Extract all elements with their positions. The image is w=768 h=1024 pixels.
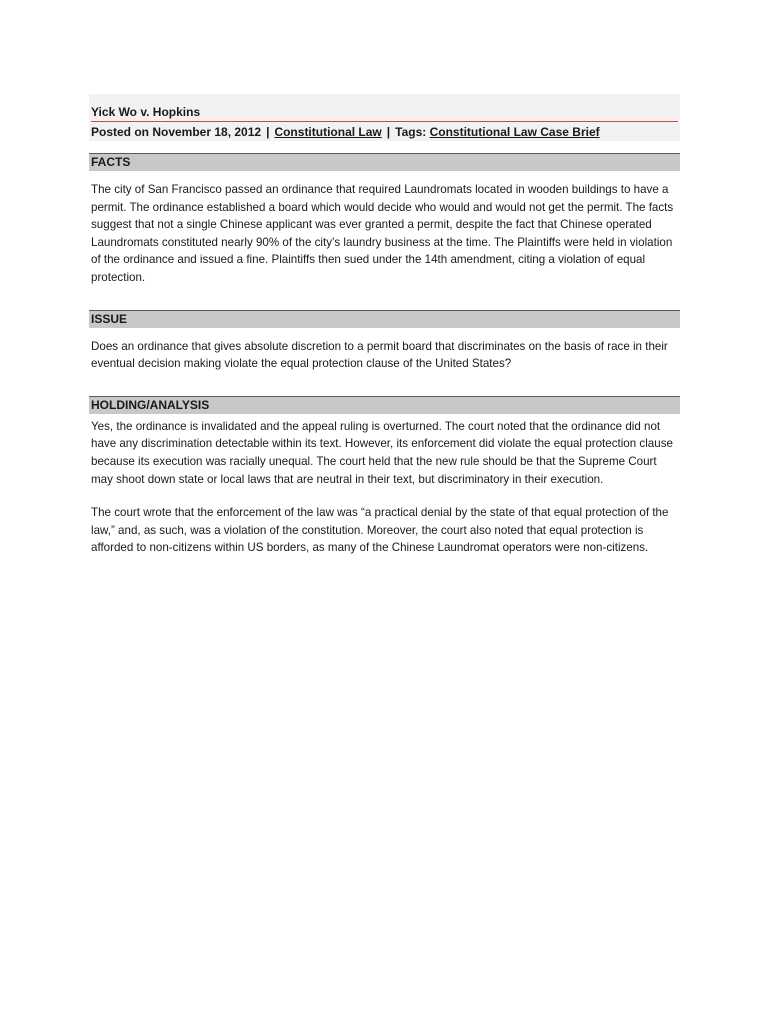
post-meta bbox=[91, 122, 678, 141]
issue-heading: ISSUE bbox=[89, 310, 680, 328]
facts-paragraph: The city of San Francisco passed an ordinance that required Laundromats located in wooden buildings to have a permit. The ordinance established a board which would decide who would and would not get the permit. The facts suggest that not a single Chinese applicant was ever granted a permit, despite the fact that Chinese operated Laundromats constituted nearly 90% of the city’s laundry business at the time. The Plaintiffs were held in violation of the ordinance and issued a fine. Plaintiffs then sued under the 14th amendment, citing a violation of equal protection. bbox=[91, 183, 674, 284]
holding-paragraph-2: The court wrote that the enforcement of the law was “a practical denial by the state of that equal protection of the law,” and, as such, was a violation of the constitution. Moreover, the court also noted that equal protection is afforded to non-citizens within US borders, as many of the Chinese Laundromat operators were non-citizens. bbox=[91, 506, 669, 555]
tags-label: Tags: bbox=[395, 125, 427, 139]
separator: | bbox=[266, 125, 270, 139]
document-header bbox=[89, 94, 680, 141]
posted-date: Posted on November 18, 2012 bbox=[91, 125, 262, 139]
case-title: Yick Wo v. Hopkins bbox=[91, 104, 678, 122]
case-brief-document bbox=[89, 94, 680, 557]
separator: | bbox=[386, 125, 391, 139]
facts-heading: FACTS bbox=[89, 153, 680, 171]
tag-link[interactable]: Constitutional Law Case Brief bbox=[429, 125, 600, 139]
holding-paragraph: Yes, the ordinance is invalidated and the appeal ruling is overturned. The court noted that the ordinance did not have any discrimination detectable within its text. However, its enforcement did violate the equal protection clause because its execution was racially unequal. The court held that the new rule should be that the Supreme Court may shoot down state or local laws that are neutral in their text, but discriminatory in their execution. bbox=[91, 419, 673, 486]
issue-paragraph: Does an ordinance that gives absolute discretion to a permit board that discriminates on the basis of race in their eventual decision making violate the equal protection clause of the United States? bbox=[91, 339, 668, 371]
category-link[interactable]: Constitutional Law bbox=[274, 125, 382, 139]
holding-heading: HOLDING/ANALYSIS bbox=[89, 396, 680, 414]
